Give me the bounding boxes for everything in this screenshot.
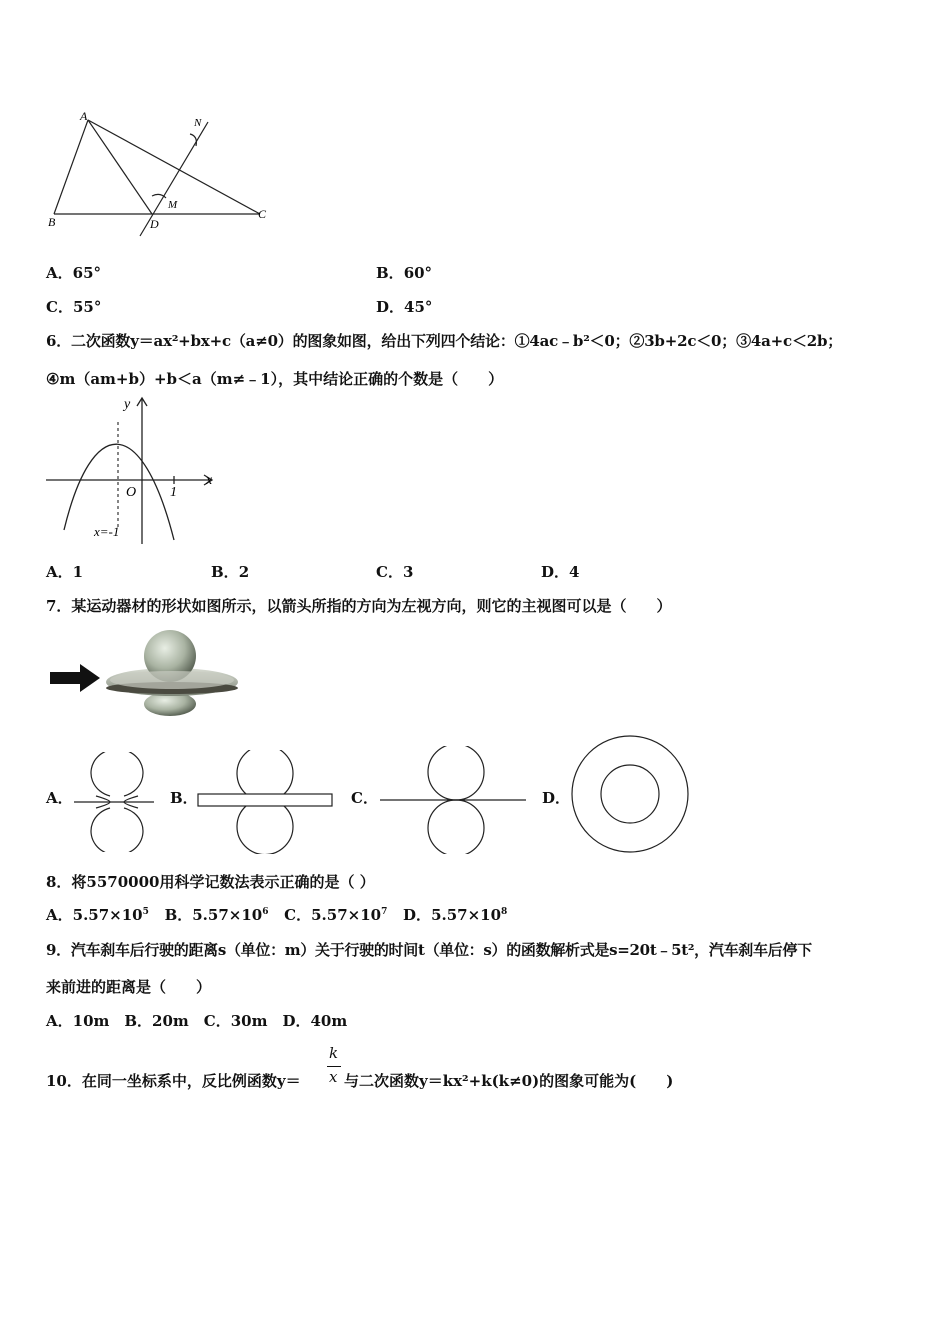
q6-origin-label: O <box>126 485 137 500</box>
q6-stem-line1: 6．二次函数y＝ax²+bx+c（a≠0）的图象如图，给出下列四个结论：①4ac﹣b²＜0；②3b+2c＜0；③4a+c＜2b； <box>46 332 843 350</box>
q8-option-a-exp: 5 <box>142 907 149 917</box>
q8-option-a-label: A． <box>46 906 73 924</box>
q8-option-d-exp: 8 <box>501 907 508 917</box>
q8-option-a-base: 5.57×10 <box>72 906 143 924</box>
q7-option-c-label[interactable]: C． <box>351 789 378 807</box>
q7-option-a-figure[interactable] <box>70 752 156 852</box>
q6-option-c-text: 3 <box>402 563 414 581</box>
q10-fraction <box>327 1044 343 1092</box>
q7-option-b-label[interactable]: B． <box>170 789 198 807</box>
q6-option-b-label: B． <box>211 563 239 581</box>
q9-stem-line1: 9．汽车刹车后行驶的距离s（单位：m）关于行驶的时间t（单位：s）的函数解析式是s=20t﹣5t²，汽车刹车后停下 <box>46 941 812 959</box>
q5-label-m: M <box>168 199 178 211</box>
q6-option-b[interactable] <box>211 561 249 582</box>
q6-axis-eq-label: x=-1 <box>94 524 120 539</box>
q9-options[interactable]: A．10m B．20m C．30m D．40m <box>46 1012 348 1030</box>
q6-parabola-graph <box>42 394 222 546</box>
q10-fraction-numerator: k <box>329 1044 339 1062</box>
q8-option-d[interactable] <box>403 906 507 924</box>
q5-option-a-text: 65° <box>72 264 102 282</box>
q6-option-b-text: 2 <box>238 563 250 581</box>
q8-option-b-base: 5.57×10 <box>192 906 263 924</box>
q6-option-c-label: C． <box>376 563 403 581</box>
q7-option-b-figure[interactable] <box>196 750 336 854</box>
q7-equipment-photo <box>44 626 240 718</box>
q7-stem: 7．某运动器材的形状如图所示，以箭头所指的方向为左视方向，则它的主视图可以是（ ） <box>46 597 672 615</box>
q10-stem-suffix: 与二次函数y＝kx²+k(k≠0)的图象可能为( ) <box>344 1072 674 1090</box>
q7-arrow-icon <box>50 664 100 692</box>
q8-option-c-label: C． <box>284 906 312 924</box>
q8-option-c[interactable] <box>284 906 387 924</box>
q6-option-d-label: D． <box>541 563 570 581</box>
q5-label-c: C <box>258 207 267 221</box>
q8-option-b-label: B． <box>164 906 193 924</box>
q8-option-c-base: 5.57×10 <box>311 906 382 924</box>
q5-option-c-label: C． <box>46 298 73 316</box>
q10-stem-prefix: 10．在同一坐标系中，反比例函数y＝ <box>46 1072 301 1090</box>
q6-option-d[interactable] <box>541 561 579 582</box>
q9-stem-line2: 来前进的距离是（ ） <box>46 978 212 996</box>
q8-option-d-base: 5.57×10 <box>431 906 502 924</box>
q6-option-c[interactable] <box>376 561 413 582</box>
q6-x-label: x <box>206 473 213 488</box>
q8-options-row <box>46 904 507 925</box>
q5-option-c-text: 55° <box>72 298 102 316</box>
q5-option-b-text: 60° <box>403 264 433 282</box>
q5-label-d: D <box>150 217 159 231</box>
q10-fraction-denominator: x <box>329 1068 338 1086</box>
q5-option-c[interactable] <box>46 296 101 317</box>
q6-one-label: 1 <box>170 485 177 500</box>
q5-option-d[interactable] <box>376 296 432 317</box>
q5-label-n: N <box>194 117 202 129</box>
q8-option-d-label: D． <box>403 906 432 924</box>
q5-option-b-label: B． <box>376 264 404 282</box>
q6-option-a[interactable] <box>46 561 83 582</box>
q5-option-a-label: A． <box>46 264 73 282</box>
q6-option-d-text: 4 <box>569 563 580 581</box>
q8-option-a[interactable] <box>46 906 149 924</box>
q7-option-d-label[interactable]: D． <box>542 789 571 807</box>
q7-option-c-figure[interactable] <box>378 746 528 854</box>
q8-stem: 8．将5570000用科学记数法表示正确的是（ ） <box>46 873 375 891</box>
q6-stem-line2: ④m（am+b）+b＜a（m≠﹣1），其中结论正确的个数是（ ） <box>46 370 504 388</box>
q8-option-b-exp: 6 <box>262 907 269 917</box>
q7-option-d-figure[interactable] <box>568 732 692 856</box>
q6-option-a-label: A． <box>46 563 73 581</box>
q5-triangle-figure <box>40 108 280 238</box>
q6-option-a-text: 1 <box>72 563 84 581</box>
q5-option-b[interactable] <box>376 262 432 283</box>
q5-label-a: A <box>80 109 88 123</box>
q7-option-a-label[interactable]: A． <box>46 789 73 807</box>
q5-label-b: B <box>48 215 56 229</box>
q5-option-d-label: D． <box>376 298 405 316</box>
q5-option-d-text: 45° <box>404 298 433 316</box>
q8-option-b[interactable] <box>165 906 269 924</box>
q10-fraction-bar <box>327 1066 341 1067</box>
q6-y-label: y <box>124 397 131 412</box>
q8-option-c-exp: 7 <box>381 907 388 917</box>
q5-option-a[interactable] <box>46 262 101 283</box>
